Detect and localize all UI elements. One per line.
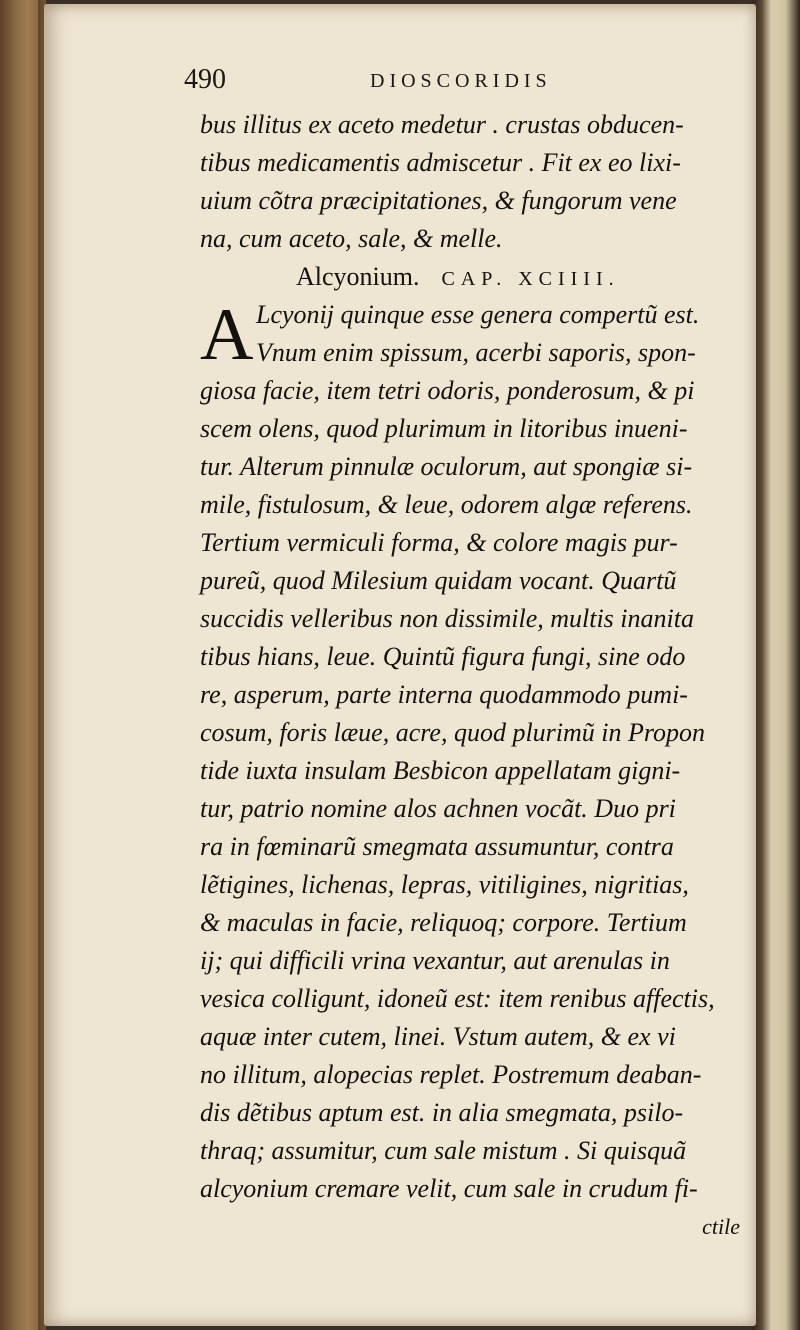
running-head: DIOSCORIDIS [370,70,552,92]
text-line: tide iuxta insulam Besbicon appellatam gigni- [200,756,681,785]
text-line: na, cum aceto, sale, & melle. [200,224,503,253]
text-line: giosa facie, item tetri odoris, ponderosum, & pi [200,376,695,405]
chapter-title: Alcyonium. [296,262,420,291]
drop-cap-paragraph-start [200,294,740,376]
text-line: tibus medicamentis admiscetur . Fit ex eo lixi- [200,148,681,177]
text-line: alcyonium cremare velit, cum sale in crudum fi- [200,1174,698,1203]
text-line: lẽtigines, lichenas, lepras, vitiligines, nigritias, [200,870,689,899]
book-page [44,4,756,1326]
catchword: ctile [702,1214,740,1239]
text-line: no illitum, alopecias replet. Postremum deaban- [200,1060,702,1089]
text-line: tur. Alterum pinnulæ oculorum, aut spongiæ si- [200,452,693,481]
text-line: tur, patrio nomine alos achnen vocãt. Duo pri [200,794,676,823]
text-line: dis dẽtibus aptum est. in alia smegmata, psilo- [200,1098,684,1127]
text-line: aquæ inter cutem, linei. Vstum autem, & ex vi [200,1022,676,1051]
chapter-number: CAP. XCIIII. [441,268,620,290]
text-line: Tertium vermiculi forma, & colore magis pur- [200,528,678,557]
text-line: cosum, foris læue, acre, quod plurimũ in Propon [200,718,706,747]
text-line: scem olens, quod plurimum in litoribus inueni- [200,414,688,443]
text-line: re, asperum, parte interna quodammodo pumi- [200,680,688,709]
chapter-heading [200,258,740,296]
text-line: ij; qui difficili vrina vexantur, aut arenulas in [200,946,670,975]
text-line: tibus hians, leue. Quintũ figura fungi, sine odo [200,642,686,671]
drop-cap-initial: A [200,294,254,376]
text-line: vesica colligunt, idoneũ est: item renibus affectis, [200,984,715,1013]
catchword-row [200,1208,740,1246]
page-header [44,64,756,98]
text-line: pureũ, quod Milesium quidam vocant. Quartũ [200,566,677,595]
text-line: & maculas in facie, reliquoq; corpore. Tertium [200,908,687,937]
text-line: uium cõtra præcipitationes, & fungorum vene [200,186,677,215]
text-line: Vnum enim spissum, acerbi saporis, spon- [256,338,696,367]
page-number: 490 [184,64,226,95]
text-line: succidis velleribus non dissimile, multis inanita [200,604,694,633]
text-line: ra in fœminarũ smegmata assumuntur, contra [200,832,674,861]
text-line: thraq; assumitur, cum sale mistum . Si quisquã [200,1136,687,1165]
text-block [200,106,740,1246]
text-line: bus illitus ex aceto medetur . crustas obducen- [200,110,684,139]
text-line: Lcyonij quinque esse genera compertũ est. [256,300,700,329]
facing-page-edge [752,0,800,1330]
text-line: mile, fistulosum, & leue, odorem algæ referens. [200,490,693,519]
